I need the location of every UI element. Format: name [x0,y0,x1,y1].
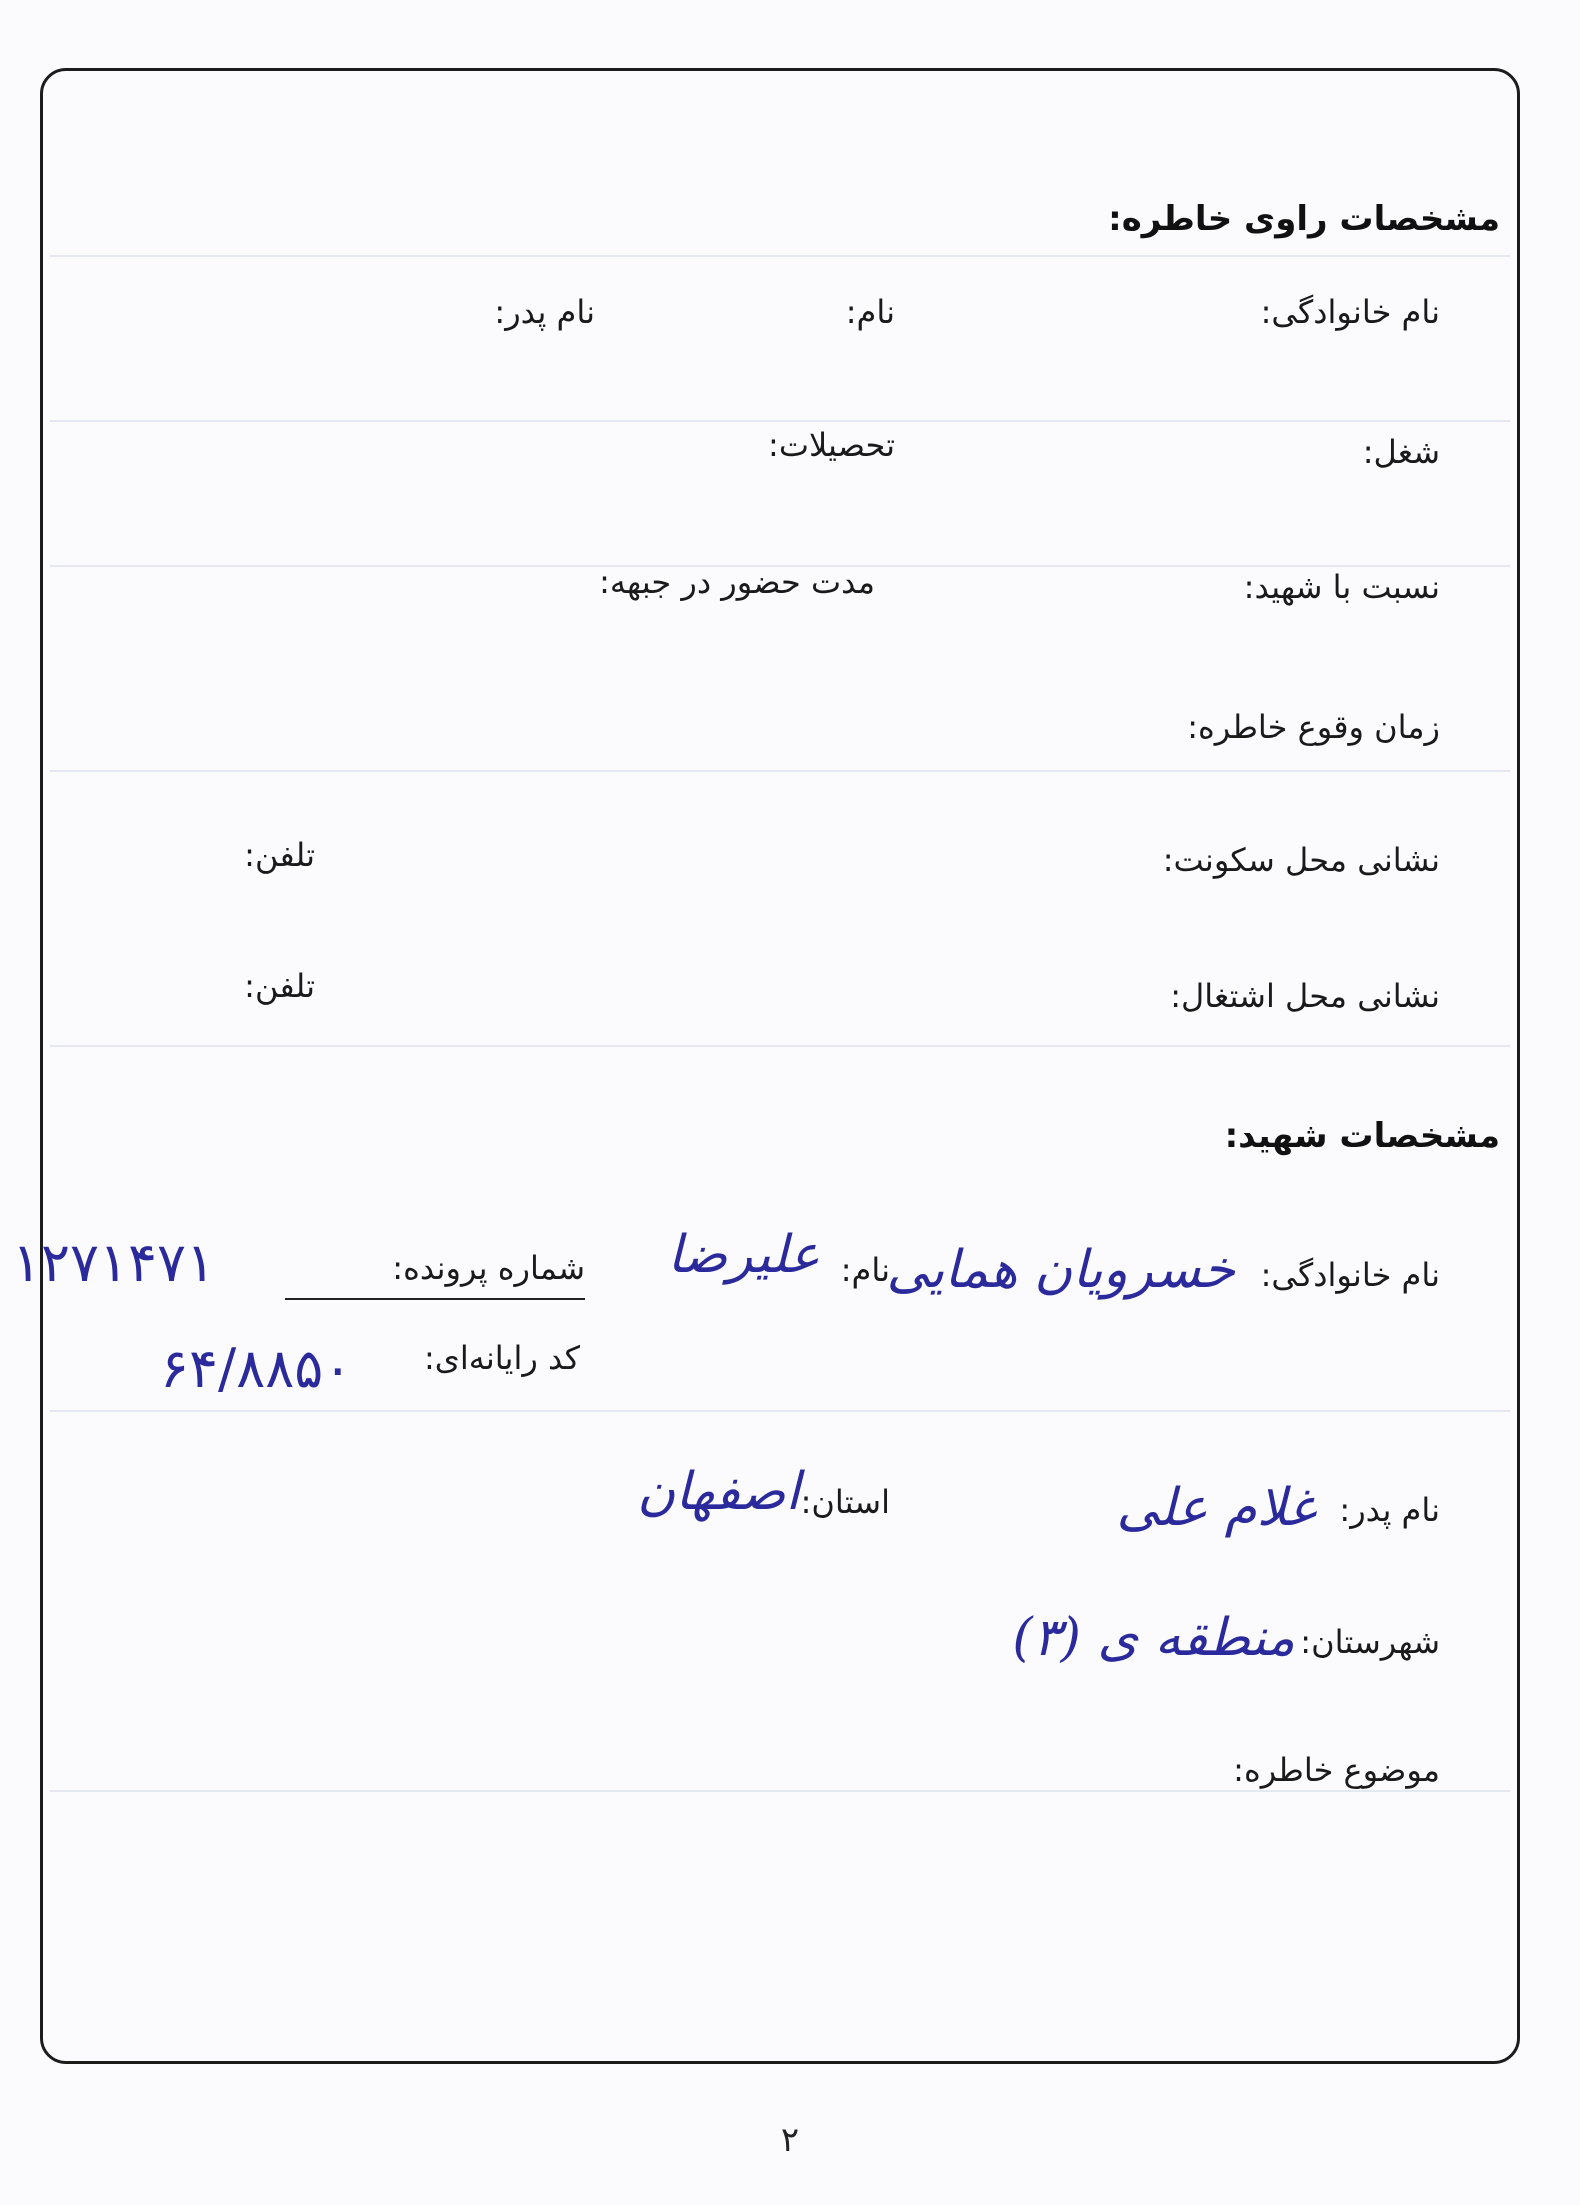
narrator-work-phone-label: تلفن: [244,967,315,1005]
narrator-home-phone-label: تلفن: [244,836,315,874]
martyr-file-number-label: شماره پرونده: [392,1249,585,1287]
narrator-father-name-label: نام پدر: [494,293,595,331]
martyr-family-name-value: خسرویان همایی [886,1240,1235,1300]
narrator-memory-time-label: زمان وقوع خاطره: [1187,708,1440,746]
narrator-work-address-label: نشانی محل اشتغال: [1170,977,1440,1015]
page-number: ۲ [780,2120,800,2160]
martyr-section-title: مشخصات شهید: [1224,1116,1500,1156]
martyr-province-label: استان: [800,1483,890,1521]
martyr-father-name-value: غلام علی [1116,1478,1315,1538]
show-through-line [50,1045,1510,1047]
martyr-first-name-value: علیرضا [667,1225,820,1285]
show-through-line [50,1410,1510,1412]
martyr-city-label: شهرستان: [1300,1623,1440,1661]
martyr-computer-code-label: کد رایانه‌ای: [424,1339,580,1377]
martyr-province-value: اصفهان [637,1462,800,1522]
show-through-line [50,255,1510,257]
narrator-education-label: تحصیلات: [768,426,895,464]
narrator-home-address-label: نشانی محل سکونت: [1162,841,1440,879]
narrator-relation-label: نسبت با شهید: [1243,568,1440,606]
show-through-line [50,1790,1510,1792]
martyr-memory-subject-label: موضوع خاطره: [1233,1751,1440,1789]
martyr-city-value: منطقه ی (۳) [1012,1608,1295,1668]
show-through-line [50,420,1510,422]
narrator-first-name-label: نام: [845,293,895,331]
narrator-section-title: مشخصات راوی خاطره: [1108,199,1500,239]
martyr-computer-code-value: ۶۴/۸۸۵۰ [160,1337,353,1400]
narrator-occupation-label: شغل: [1362,433,1440,471]
narrator-family-name-label: نام خانوادگی: [1260,293,1440,331]
martyr-father-name-label: نام پدر: [1339,1491,1440,1529]
martyr-file-number-value: ۱۲۷۱۴۷۱ [12,1231,216,1294]
file-number-underline [285,1298,585,1300]
show-through-line [50,770,1510,772]
martyr-family-name-label: نام خانوادگی: [1260,1256,1440,1294]
martyr-first-name-label: نام: [840,1251,890,1289]
narrator-front-duration-label: مدت حضور در جبهه: [599,563,875,601]
